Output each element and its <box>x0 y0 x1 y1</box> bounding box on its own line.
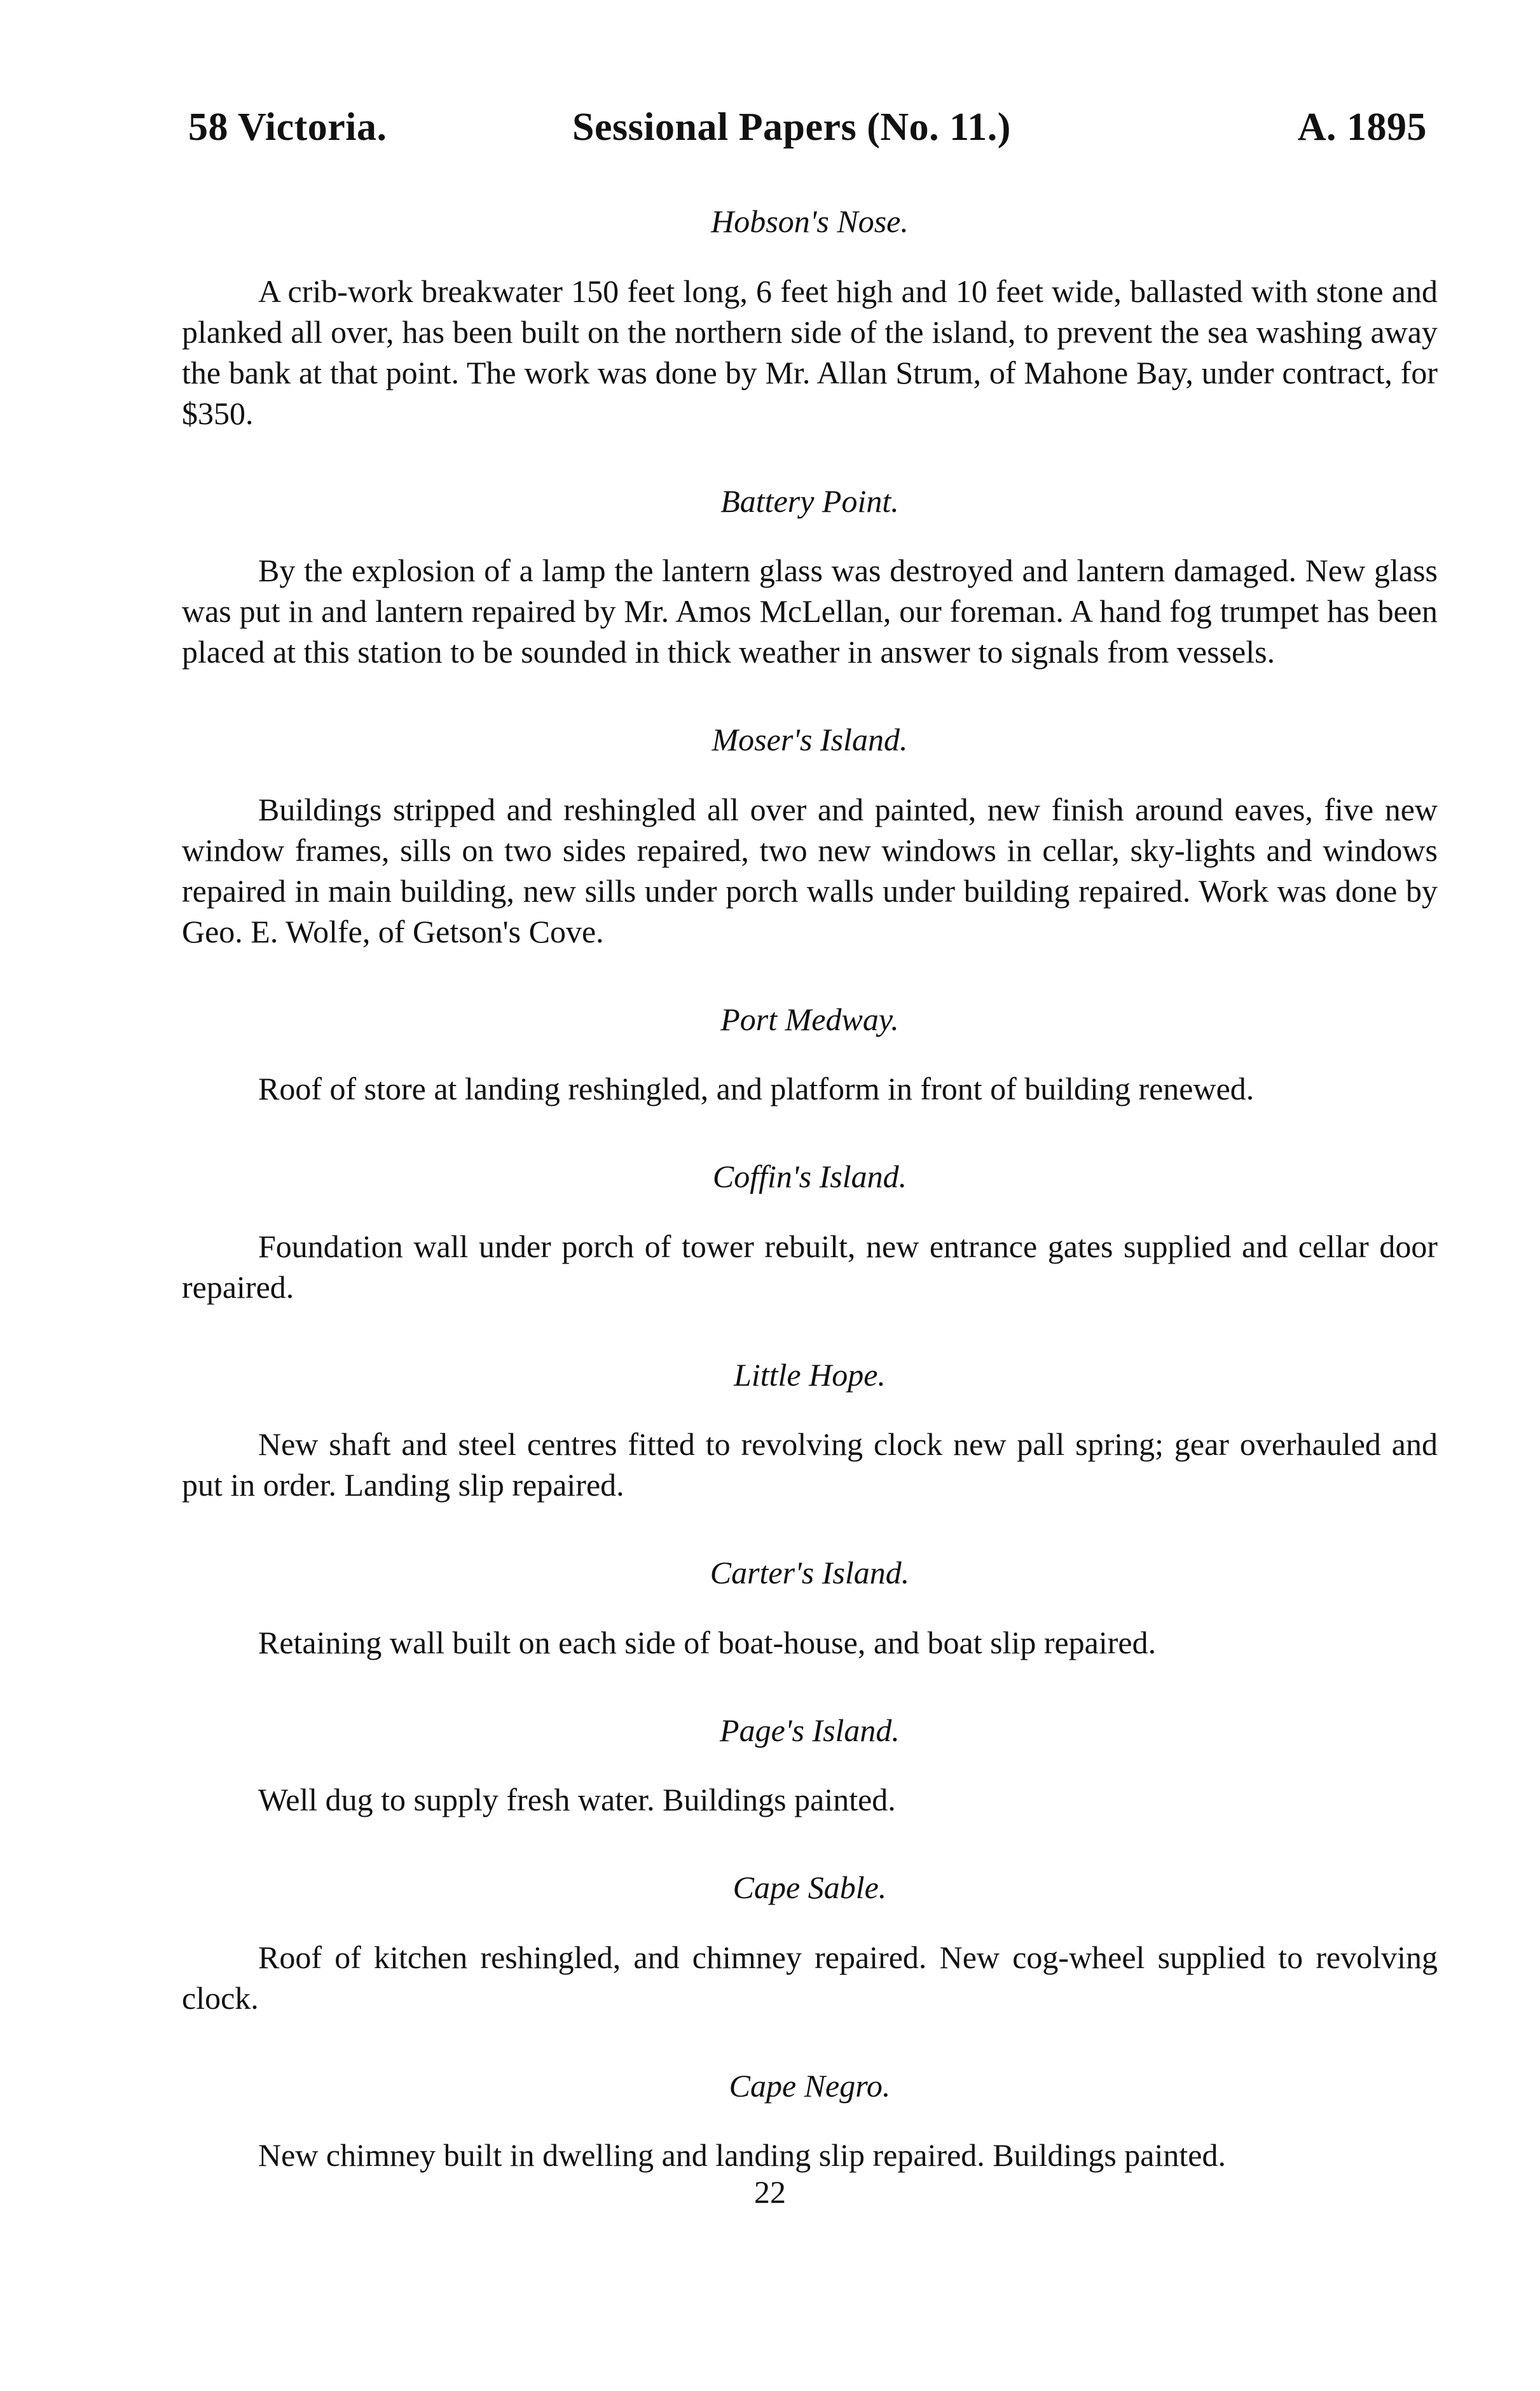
section-paragraph: Well dug to supply fresh water. Buildings painted. <box>258 1782 896 1817</box>
header-session: 58 Victoria. <box>188 106 387 149</box>
section-heading: Coffin's Island. <box>712 1159 907 1194</box>
section-carters-island <box>182 1555 1438 1663</box>
page-header <box>0 105 1540 156</box>
section-paragraph: Buildings stripped and reshingled all over and painted, new finish around eaves, five new window frames, sills on two sides repaired, two new windows in cellar, sky-lights and windows repaired in main building, new sills under porch walls under building repaired. Work was done by Geo. E. Wolfe, of Getson's Cove. <box>182 791 1438 949</box>
section-paragraph: A crib-work breakwater 150 feet long, 6 feet high and 10 feet wide, ballasted with stone and planked all over, has been built on the northern side of the island, to prevent the sea washing away the bank at that point. The work was done by Mr. Allan Strum, of Mahone Bay, under contract, for $350. <box>182 273 1438 431</box>
header-title: Sessional Papers (No. 11.) <box>572 106 1011 149</box>
section-heading: Moser's Island. <box>712 722 908 757</box>
section-paragraph: Retaining wall built on each side of boat-house, and boat slip repaired. <box>258 1624 1157 1660</box>
section-coffins-island <box>182 1159 1438 1307</box>
section-heading: Little Hope. <box>734 1356 886 1393</box>
section-heading: Page's Island. <box>720 1712 900 1748</box>
section-paragraph: Roof of store at landing reshingled, and platform in front of building renewed. <box>258 1071 1255 1106</box>
section-paragraph: By the explosion of a lamp the lantern glass was destroyed and lantern damaged. New glass was put in and lantern repaired by Mr. Amos McLellan, our foreman. A hand fog trumpet has been placed at this station to be sounded in thick weather in answer to signals from vessels. <box>182 553 1438 670</box>
section-paragraph: Foundation wall under porch of tower rebuilt, new entrance gates supplied and cellar door repaired. <box>182 1228 1438 1305</box>
section-pages-island <box>182 1712 1438 1821</box>
section-paragraph: New shaft and steel centres fitted to revolving clock new pall spring; gear overhauled and put in order. Landing slip repaired. <box>182 1426 1438 1503</box>
section-heading: Hobson's Nose. <box>711 203 909 239</box>
section-paragraph: New chimney built in dwelling and landing slip repaired. Buildings painted. <box>258 2137 1226 2173</box>
section-heading: Port Medway. <box>720 1001 899 1037</box>
section-mosers-island <box>182 722 1438 952</box>
section-hobsons-nose <box>182 203 1438 434</box>
section-cape-sable <box>182 1870 1438 2018</box>
page-number: 22 <box>754 2174 786 2210</box>
section-cape-negro <box>182 2068 1438 2176</box>
section-little-hope <box>182 1357 1438 1506</box>
report-body <box>182 203 1438 2225</box>
section-battery-point <box>182 483 1438 673</box>
section-heading: Cape Negro. <box>729 2067 891 2104</box>
header-year: A. 1895 <box>1297 106 1427 149</box>
section-heading: Cape Sable. <box>732 1870 887 1905</box>
section-heading: Carter's Island. <box>710 1555 910 1590</box>
section-heading: Battery Point. <box>720 483 899 519</box>
section-paragraph: Roof of kitchen reshingled, and chimney repaired. New cog-wheel supplied to revolving clock. <box>182 1939 1438 2016</box>
section-port-medway <box>182 1002 1438 1110</box>
